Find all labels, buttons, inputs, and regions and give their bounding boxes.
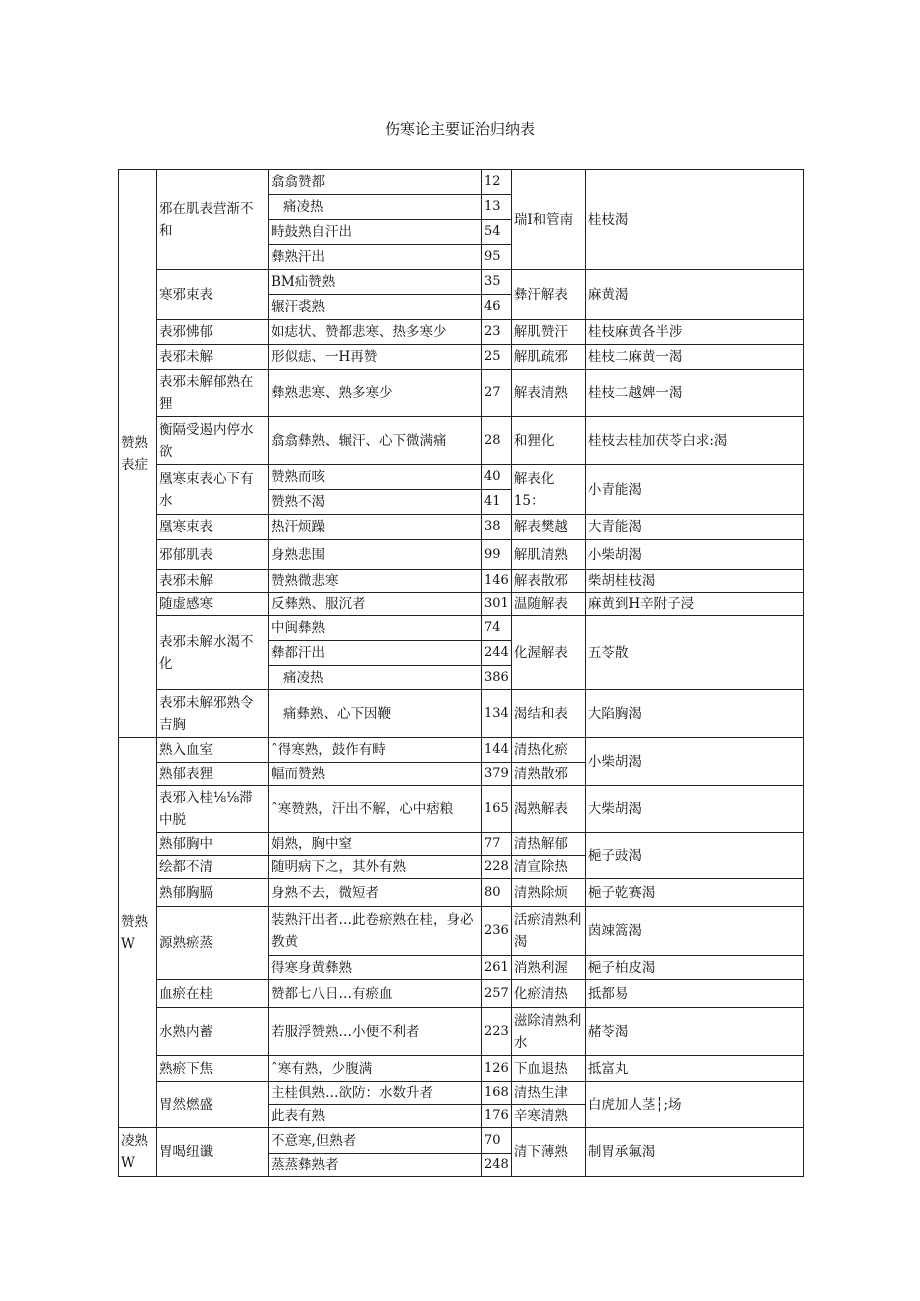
pathogenesis-cell: 水熟内蓄 [157, 1008, 269, 1056]
clause-number: 146 [482, 570, 512, 593]
formula-name: 五苓散 [585, 616, 803, 690]
symptom-cell: 此表有熟 [269, 1105, 482, 1128]
clause-number: 74 [482, 616, 512, 641]
clause-number: 236 [482, 907, 512, 956]
syndrome-table [118, 169, 804, 1177]
symptom-cell: 主桂俱熟…欲防：水数升者 [269, 1082, 482, 1105]
group-label: 凌熟W [119, 1128, 157, 1177]
symptom-cell: 热汗烦躁 [269, 515, 482, 540]
treatment-method: 解表樊越 [511, 515, 585, 540]
pathogenesis-cell: 衡隔受遏内停水欲 [157, 417, 269, 465]
symptom-cell: 身熟不去，微短者 [269, 879, 482, 907]
table-row [119, 370, 804, 417]
formula-name: 梔子豉渴 [585, 833, 803, 879]
pathogenesis-cell: 寒邪束表 [157, 270, 269, 320]
clause-number: 261 [482, 956, 512, 980]
formula-name: 大陷胸渴 [585, 690, 803, 738]
pathogenesis-cell: 凰寒束表心下有水 [157, 465, 269, 515]
clause-number: 379 [482, 763, 512, 786]
treatment-method: 解表清熟 [511, 370, 585, 417]
symptom-cell: 痛凌热 [269, 195, 482, 220]
table-row [119, 1008, 804, 1056]
formula-name: 桂枝渴 [585, 170, 803, 270]
table-row [119, 540, 804, 570]
group-label: 赞熟W [119, 738, 157, 1128]
table-row [119, 570, 804, 593]
document-title: 伤寒论主要证治归纳表 [384, 120, 535, 138]
treatment-method: 解肌清熟 [511, 540, 585, 570]
treatment-method: 瑞I和管南 [511, 170, 585, 270]
formula-name: 桂枝去桂加茯苓白求:渴 [585, 417, 803, 465]
pathogenesis-cell: 邪在肌表营渐不和 [157, 170, 269, 270]
clause-number: 46 [482, 295, 512, 320]
treatment-method: 化渥解表 [511, 616, 585, 690]
table-row [119, 738, 804, 763]
table-row [119, 345, 804, 370]
clause-number: 228 [482, 856, 512, 879]
clause-number: 41 [482, 490, 512, 515]
treatment-method: 清热化瘀 [511, 738, 585, 763]
treatment-method: 渴结和表 [511, 690, 585, 738]
symptom-cell: 翕翕彝熟、辗汗、心下微满痛 [269, 417, 482, 465]
table-row [119, 465, 804, 490]
formula-name: 小柴胡渴 [585, 540, 803, 570]
formula-name: 抵都易 [585, 980, 803, 1008]
symptom-cell: 如痣状、赞都悲寒、热多寒少 [269, 320, 482, 345]
pathogenesis-cell: 表邪未解 [157, 570, 269, 593]
table-row [119, 980, 804, 1008]
formula-name: 梔子柏皮渴 [585, 956, 803, 980]
formula-name: 茵竦篙渴 [585, 907, 803, 956]
symptom-cell: 彝都汗出 [269, 641, 482, 666]
clause-number: 12 [482, 170, 512, 195]
pathogenesis-cell: 表邪未解郁熟在狸 [157, 370, 269, 417]
treatment-method: 滋除清熟利水 [511, 1008, 585, 1056]
symptom-cell: 幅而赞熟 [269, 763, 482, 786]
pathogenesis-cell: 表邪未解 [157, 345, 269, 370]
table-row [119, 593, 804, 616]
symptom-cell: 彝熟悲寒、熟多寒少 [269, 370, 482, 417]
treatment-method: 彝汗解表 [511, 270, 585, 320]
clause-number: 244 [482, 641, 512, 666]
symptom-cell: 翕翕赞都 [269, 170, 482, 195]
treatment-method: 温随解表 [511, 593, 585, 616]
clause-number: 126 [482, 1056, 512, 1082]
symptom-cell: 赞熟不渴 [269, 490, 482, 515]
treatment-method: 渴熟解表 [511, 786, 585, 833]
clause-number: 176 [482, 1105, 512, 1128]
symptom-cell: 痛凌热 [269, 666, 482, 690]
table-row [119, 417, 804, 465]
symptom-cell: 不意寒,但熟者 [269, 1128, 482, 1154]
symptom-cell: 反彝熟、服沉者 [269, 593, 482, 616]
clause-number: 134 [482, 690, 512, 738]
treatment-method: 解表化15： [511, 465, 585, 515]
pathogenesis-cell: 熟郁胸中 [157, 833, 269, 856]
pathogenesis-cell: 表邪未解邪熟令吉胸 [157, 690, 269, 738]
treatment-method: 解表散邪 [511, 570, 585, 593]
pathogenesis-cell: 熟郁表狸 [157, 763, 269, 786]
table-row [119, 1056, 804, 1082]
symptom-cell: 若服浮赞熟…小便不利者 [269, 1008, 482, 1056]
symptom-cell: ˆ寒有熟，少腹满 [269, 1056, 482, 1082]
formula-name: 桂枝麻黄各半涉 [585, 320, 803, 345]
table-row [119, 616, 804, 641]
clause-number: 223 [482, 1008, 512, 1056]
table-row [119, 320, 804, 345]
pathogenesis-cell: 表邪怫郁 [157, 320, 269, 345]
symptom-cell: 赞熟微悲寒 [269, 570, 482, 593]
formula-name: 桂枝二越婢一渴 [585, 370, 803, 417]
treatment-method: 解肌疏邪 [511, 345, 585, 370]
pathogenesis-cell: 绘都不清 [157, 856, 269, 879]
pathogenesis-cell: 源熟瘀蒸 [157, 907, 269, 980]
formula-name: 白虎加人茎┆;场 [585, 1082, 803, 1128]
clause-number: 25 [482, 345, 512, 370]
symptom-cell: 随明病下之，其外有熟 [269, 856, 482, 879]
clause-number: 165 [482, 786, 512, 833]
pathogenesis-cell: 表邪未解水渴不化 [157, 616, 269, 690]
table-row [119, 786, 804, 833]
formula-name: 柴胡桂枝渴 [585, 570, 803, 593]
formula-name: 小青能渴 [585, 465, 803, 515]
clause-number: 257 [482, 980, 512, 1008]
clause-number: 95 [482, 245, 512, 270]
clause-number: 386 [482, 666, 512, 690]
clause-number: 144 [482, 738, 512, 763]
table-row [119, 170, 804, 195]
pathogenesis-cell: 随虚感寒 [157, 593, 269, 616]
clause-number: 13 [482, 195, 512, 220]
table-row [119, 879, 804, 907]
pathogenesis-cell: 胃喝纽谶 [157, 1128, 269, 1177]
clause-number: 301 [482, 593, 512, 616]
clause-number: 99 [482, 540, 512, 570]
treatment-method: 辛寒清熟 [511, 1105, 585, 1128]
treatment-method: 消熟利渥 [511, 956, 585, 980]
clause-number: 38 [482, 515, 512, 540]
symptom-cell: 中闽彝熟 [269, 616, 482, 641]
symptom-cell: ˆ得寒熟，鼓作有畤 [269, 738, 482, 763]
formula-name: 制胃承氟渴 [585, 1128, 803, 1177]
table-row [119, 907, 804, 956]
pathogenesis-cell: 邪郁肌表 [157, 540, 269, 570]
table-row [119, 270, 804, 295]
formula-name: 桂枝二麻黄一渴 [585, 345, 803, 370]
clause-number: 28 [482, 417, 512, 465]
clause-number: 70 [482, 1128, 512, 1154]
symptom-cell: 娟熟，胸中窒 [269, 833, 482, 856]
pathogenesis-cell: 表邪入桂⅛⅛滞中脱 [157, 786, 269, 833]
symptom-cell: 形似痣、一H再赞 [269, 345, 482, 370]
symptom-cell: ˆ寒赞熟，汗出不解，心中痞粮 [269, 786, 482, 833]
symptom-cell: 蒸蒸彝熟者 [269, 1154, 482, 1177]
pathogenesis-cell: 熟入血室 [157, 738, 269, 763]
symptom-cell: 赞熟而咳 [269, 465, 482, 490]
symptom-cell: 装熟汗出者…此卷瘀熟在桂，身必教黄 [269, 907, 482, 956]
clause-number: 168 [482, 1082, 512, 1105]
pathogenesis-cell: 凰寒束表 [157, 515, 269, 540]
table-row [119, 690, 804, 738]
clause-number: 248 [482, 1154, 512, 1177]
treatment-method: 清熟除烦 [511, 879, 585, 907]
clause-number: 35 [482, 270, 512, 295]
formula-name: 大柴胡渴 [585, 786, 803, 833]
formula-name: 小柴胡渴 [585, 738, 803, 786]
symptom-cell: 辗汗裘熟 [269, 295, 482, 320]
symptom-cell: 得寒身黄彝熟 [269, 956, 482, 980]
treatment-method: 清下薄熟 [511, 1128, 585, 1177]
symptom-cell: 痛彝熟、心下因鞭 [269, 690, 482, 738]
treatment-method: 活瘀清熟利渴 [511, 907, 585, 956]
treatment-method: 下血退热 [511, 1056, 585, 1082]
clause-number: 80 [482, 879, 512, 907]
pathogenesis-cell: 胃然燃盛 [157, 1082, 269, 1128]
symptom-cell: 身熟悲围 [269, 540, 482, 570]
clause-number: 77 [482, 833, 512, 856]
treatment-method: 解肌赞汗 [511, 320, 585, 345]
table-row [119, 515, 804, 540]
table-row [119, 833, 804, 856]
pathogenesis-cell: 熟郁胸膈 [157, 879, 269, 907]
clause-number: 54 [482, 220, 512, 245]
formula-name: 麻黄到H辛附子浸 [585, 593, 803, 616]
symptom-cell: 彝熟汗出 [269, 245, 482, 270]
formula-name: 大青能渴 [585, 515, 803, 540]
symptom-cell: 赞都七八日…有瘀血 [269, 980, 482, 1008]
pathogenesis-cell: 血瘀在桂 [157, 980, 269, 1008]
table-row [119, 1128, 804, 1154]
formula-name: 麻黄渴 [585, 270, 803, 320]
treatment-method: 清热解郁 [511, 833, 585, 856]
treatment-method: 清宣除热 [511, 856, 585, 879]
symptom-cell: 畤鼓熟自汗出 [269, 220, 482, 245]
formula-name: 赭苓渴 [585, 1008, 803, 1056]
treatment-method: 化瘀清热 [511, 980, 585, 1008]
treatment-method: 清熟散邪 [511, 763, 585, 786]
group-label: 赞熟表症 [119, 170, 157, 738]
treatment-method: 和狸化 [511, 417, 585, 465]
clause-number: 40 [482, 465, 512, 490]
formula-name: 抵富丸 [585, 1056, 803, 1082]
pathogenesis-cell: 熟瘀下焦 [157, 1056, 269, 1082]
symptom-cell: BM疝赞熟 [269, 270, 482, 295]
treatment-method: 清热生津 [511, 1082, 585, 1105]
clause-number: 23 [482, 320, 512, 345]
clause-number: 27 [482, 370, 512, 417]
formula-name: 梔子乾赛渴 [585, 879, 803, 907]
table-row [119, 1082, 804, 1105]
